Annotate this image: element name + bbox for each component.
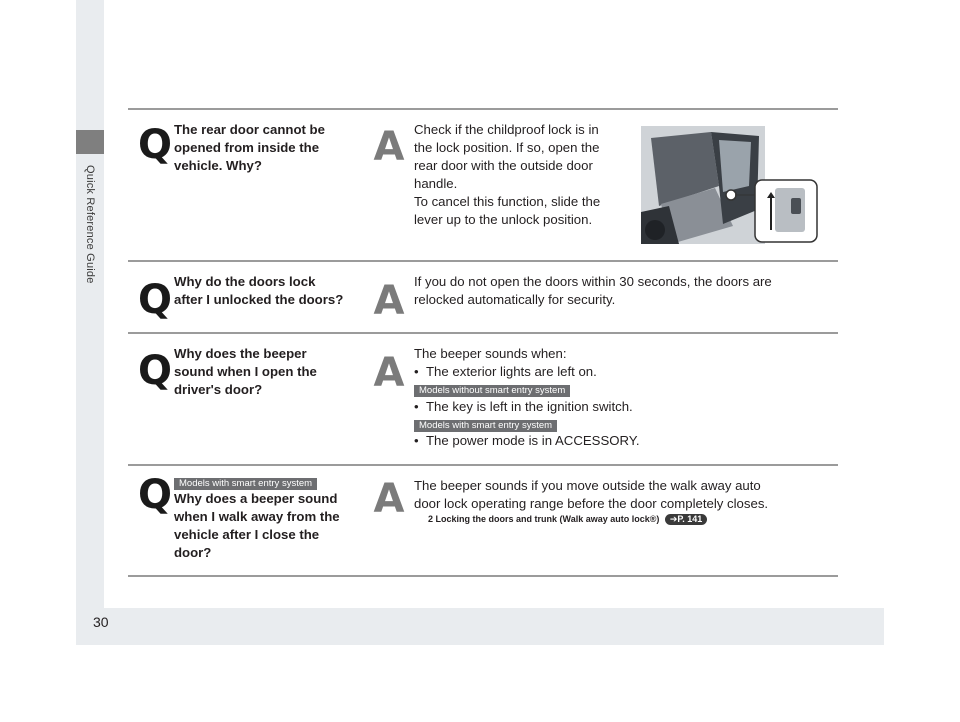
- question-text: Why do the doors lock after I unlocked the doors?: [174, 274, 344, 307]
- divider: [128, 575, 838, 577]
- model-tag: Models with smart entry system: [414, 420, 557, 432]
- answer-text: Check if the childproof lock is in the lock position. If so, open the rear door with the outside door handle. To cancel this function, slide the lever up to the unlock position.: [414, 122, 601, 227]
- cross-reference-link[interactable]: 2 Locking the doors and trunk (Walk away auto lock®) ➔P. 141: [428, 514, 707, 525]
- question-text: The rear door cannot be opened from inside the vehicle. Why?: [174, 122, 325, 173]
- answer-text: The beeper sounds if you move outside the walk away auto door lock operating range before the door completely closes.: [414, 478, 769, 511]
- side-tab: [76, 0, 104, 608]
- page-ref-pill[interactable]: ➔P. 141: [665, 514, 707, 525]
- page-number: 30: [93, 614, 109, 630]
- divider: [128, 332, 838, 334]
- bullet-icon: •: [414, 433, 419, 448]
- answer-intro: The beeper sounds when:: [414, 346, 567, 361]
- bullet-item: • The power mode is in ACCESSORY.: [414, 433, 640, 448]
- question-icon: Q: [138, 277, 173, 323]
- divider: [128, 464, 838, 466]
- arrow-icon: ➔: [669, 514, 678, 524]
- question-icon: Q: [138, 348, 173, 394]
- bullet-icon: •: [414, 399, 419, 414]
- question-icon: Q: [138, 122, 173, 168]
- side-tab-marker: [76, 130, 104, 154]
- bullet-icon: •: [414, 364, 419, 379]
- model-tag: Models without smart entry system: [414, 385, 570, 397]
- answer-icon: A: [373, 476, 405, 522]
- answer-text: If you do not open the doors within 30 seconds, the doors are relocked automatically for security.: [414, 274, 772, 307]
- bullet-item: • The exterior lights are left on.: [414, 364, 597, 379]
- childproof-lock-illustration: [641, 126, 819, 244]
- reference-arrow-icon: 2: [428, 514, 434, 524]
- question-icon: Q: [138, 472, 173, 518]
- model-tag: Models with smart entry system: [174, 478, 317, 490]
- question-text: Why does a beeper sound when I walk away from the vehicle after I close the door?: [174, 491, 340, 560]
- answer-icon: A: [373, 278, 405, 324]
- divider: [128, 260, 838, 262]
- question-text: Why does the beeper sound when I open the driver's door?: [174, 346, 317, 397]
- divider: [128, 108, 838, 110]
- section-title: Quick Reference Guide: [84, 165, 96, 284]
- answer-icon: A: [373, 124, 405, 170]
- answer-icon: A: [373, 350, 405, 396]
- bullet-item: • The key is left in the ignition switch.: [414, 399, 633, 414]
